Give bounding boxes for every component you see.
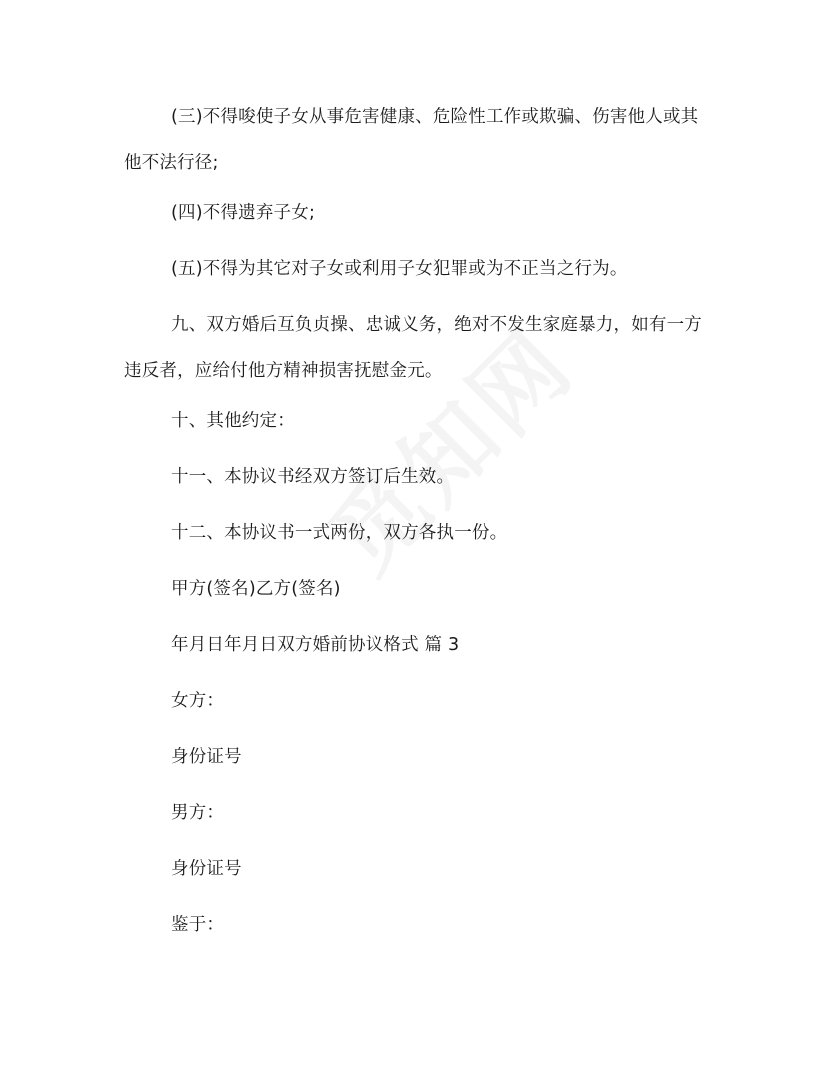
paragraph-item-4: (四)不得遗弃子女; (171, 203, 316, 223)
paragraph-item-5: (五)不得为其它对子女或利用子女犯罪或为不正当之行为。 (171, 259, 628, 279)
female-id-label: 身份证号 (171, 747, 242, 767)
male-id-label: 身份证号 (171, 859, 242, 879)
paragraph-clause-11: 十一、本协议书经双方签订后生效。 (171, 467, 455, 487)
male-party-label: 男方： (171, 803, 225, 823)
paragraph-clause-9: 九、双方婚后互负贞操、忠诚义务，绝对不发生家庭暴力，如有一方违反者，应给付他方精神损害抚慰金元。 (124, 315, 702, 381)
paragraph-clause-10: 十、其他约定： (171, 411, 295, 431)
section-heading: 年月日年月日双方婚前协议格式 篇 3 (171, 635, 460, 655)
signature-line: 甲方(签名)乙方(签名) (171, 579, 341, 599)
female-party-label: 女方： (171, 691, 225, 711)
whereas-label: 鉴于： (171, 915, 225, 935)
paragraph-item-3: (三)不得唆使子女从事危害健康、危险性工作或欺骗、伤害他人或其他不法行径; (124, 107, 699, 173)
paragraph-clause-12: 十二、本协议书一式两份，双方各执一份。 (171, 523, 508, 543)
